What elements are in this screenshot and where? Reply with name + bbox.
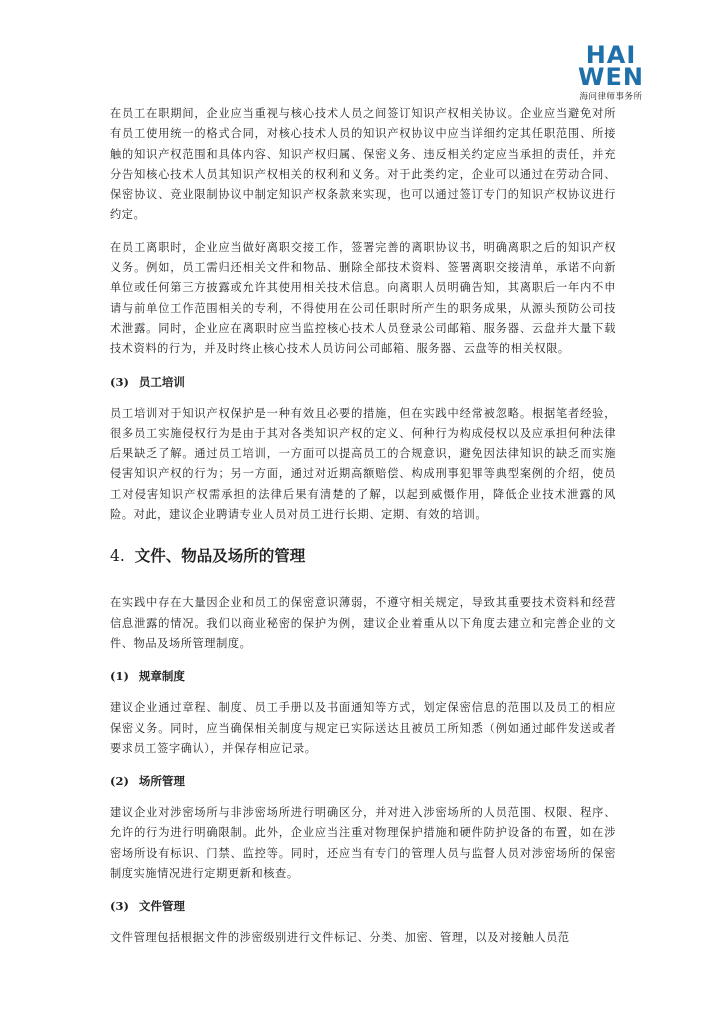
subheading-title: 员工培训 xyxy=(138,374,185,389)
subheading-training xyxy=(110,372,616,392)
subheading-premises xyxy=(110,771,616,791)
section-heading-4 xyxy=(110,545,616,567)
subheading-title: 规章制度 xyxy=(138,669,185,684)
logo-subtitle: 海问律师事务所 xyxy=(579,92,643,102)
paragraph-rules: 建议企业通过章程、制度、员工手册以及书面通知等方式，划定保密信息的范围以及员工的相应保密义务。同时，应当确保相关制度与规定已实际送达且被员工所知悉（例如通过邮件发送或者要求员工签字确认），并保存相应记录。 xyxy=(110,701,616,755)
subheading-title: 场所管理 xyxy=(138,774,185,789)
subheading-number: (3) xyxy=(110,374,129,389)
logo-line-1: HAI xyxy=(585,41,637,69)
subheading-documents xyxy=(110,896,616,916)
logo-line-2: WEN xyxy=(578,63,644,91)
firm-logo xyxy=(556,41,666,102)
document-body xyxy=(110,104,616,961)
paragraph-premises: 建议企业对涉密场所与非涉密场所进行明确区分，并对进入涉密场所的人员范围、权限、程序、允许的行为进行明确限制。此外，企业应当注重对物理保护措施和硬件防护设备的布置，如在涉密场所设有标识、门禁、监控等。同时，还应当有专门的管理人员与监督人员对涉密场所的保密制度实施情况进行定期更新和核查。 xyxy=(110,806,616,881)
subheading-rules xyxy=(110,666,616,686)
paragraph-documents: 文件管理包括根据文件的涉密级别进行文件标记、分类、加密、管理，以及对接触人员范 xyxy=(110,931,570,945)
subheading-number: (1) xyxy=(110,669,129,684)
subheading-number: (3) xyxy=(110,899,129,914)
section-title: 文件、物品及场所的管理 xyxy=(134,546,306,566)
section-number: 4. xyxy=(110,547,125,566)
subheading-number: (2) xyxy=(110,774,129,789)
paragraph-section4-intro: 在实践中存在大量因企业和员工的保密意识薄弱，不遵守相关规定，导致其重要技术资料和经营信息泄露的情况。我们以商业秘密的保护为例，建议企业着重从以下角度去建立和完善企业的文件、物品及场所管理制度。 xyxy=(110,596,616,650)
paragraph-employment-agreements: 在员工在职期间，企业应当重视与核心技术人员之间签订知识产权相关协议。企业应当避免对所有员工使用统一的格式合同，对核心技术人员的知识产权协议中应当详细约定其任职范围、所接触的知识产权范围和具体内容、知识产权归属、保密义务、违反相关约定应当承担的责任，并充分告知核心技术人员其知识产权相关的权利和义务。对于此类约定，企业可以通过在劳动合同、保密协议、竞业限制协议中制定知识产权条款来实现，也可以通过签订专门的知识产权协议进行约定。 xyxy=(110,107,616,222)
subheading-title: 文件管理 xyxy=(138,899,185,914)
paragraph-training: 员工培训对于知识产权保护是一种有效且必要的措施，但在实践中经常被忽略。根据笔者经验，很多员工实施侵权行为是由于其对各类知识产权的定义、何种行为构成侵权以及应承担何种法律后果缺乏了解。通过员工培训，一方面可以提高员工的合规意识，避免因法律知识的缺乏而实施侵害知识产权的行为；另一方面，通过对近期高额赔偿、构成刑事犯罪等典型案例的介绍，使员工对侵害知识产权需承担的法律后果有清楚的了解，以起到威慑作用，降低企业技术泄露的风险。对此，建议企业聘请专业人员对员工进行长期、定期、有效的培训。 xyxy=(110,406,616,522)
paragraph-resignation: 在员工离职时，企业应当做好离职交接工作，签署完善的离职协议书，明确离职之后的知识产权义务。例如，员工需归还相关文件和物品、删除全部技术资料、签署离职交接清单，承诺不向新单位或任何第三方披露或允许其使用相关技术信息。向离职人员明确告知，其离职后一年内不申请与前单位工作范围相关的专利，不得使用在公司任职时所产生的职务成果，从源头预防公司技术泄露。同时，企业应在离职时应当监控核心技术人员登录公司邮箱、服务器、云盘并大量下载技术资料的行为，并及时终止核心技术人员访问公司邮箱、服务器、云盘等的相关权限。 xyxy=(110,240,616,356)
